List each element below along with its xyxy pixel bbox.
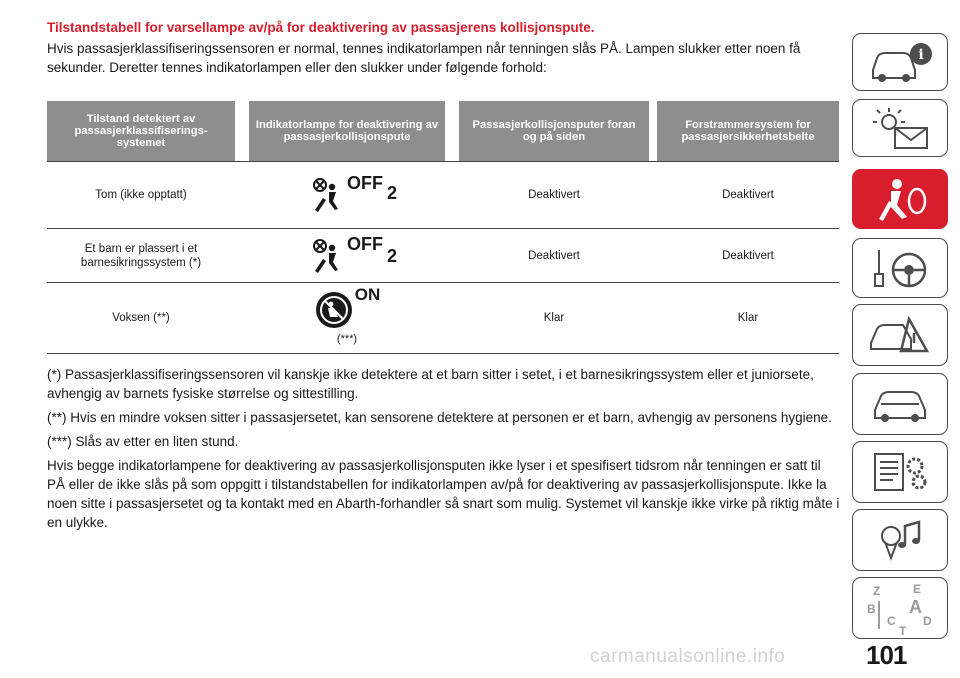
- row-airbags: Deaktivert: [528, 249, 580, 262]
- row-pretensioner: Deaktivert: [722, 189, 774, 201]
- intro-paragraph: Hvis passasjerklassifiseringssensoren er normal, tennes indikatorlampen når tenningen slås PÅ. Lampen slukker etter noen få sekunder. Deretter tennes indikatorlampen eller den slukker under følgende forhold:: [47, 41, 801, 75]
- tab-emergency[interactable]: [852, 304, 948, 366]
- airbag-on-icon: [314, 285, 381, 330]
- lamp-digit: 2: [387, 246, 398, 266]
- footnote-2: (**) Hvis en mindre voksen sitter i passasjersetet, kan sensorene detektere at personen er et barn, avhengig av personens hygiene.: [47, 410, 832, 425]
- header-indicator-lamp: Indikatorlampe for deaktivering av passasjerkollisjonspute: [249, 101, 445, 161]
- car-breakdown-icon: [865, 311, 935, 359]
- table-row: [47, 161, 839, 229]
- row-airbags: Klar: [543, 312, 565, 324]
- tab-steering[interactable]: [852, 238, 948, 298]
- header-detected-state: Tilstand detektert av passasjerklassifiserings-systemet: [47, 101, 235, 161]
- footnote-1: (*) Passasjerklassifiseringssensoren vil kanskje ikke detektere at et barn sitter i setet, i et barnesikringssystem eller et juniorsete, avhengig av barnets fysiske størrelse og sittestilling.: [47, 367, 814, 401]
- row-pretensioner: Deaktivert: [722, 249, 774, 262]
- lamp-note: (***): [336, 333, 358, 345]
- lamp-digit: 2: [387, 183, 398, 203]
- lamp-on-label: ON: [354, 285, 381, 304]
- steering-wheel-icon: [865, 244, 935, 292]
- row-lamp: [249, 162, 445, 228]
- airbag-off-icon: [311, 173, 383, 214]
- svg-text:A: A: [909, 597, 922, 617]
- row-pretensioner: Klar: [737, 312, 759, 324]
- multimedia-icon: [865, 516, 935, 564]
- row-airbags: Deaktivert: [528, 189, 580, 201]
- svg-text:i: i: [918, 47, 924, 63]
- seat-airbag-icon: [865, 175, 935, 223]
- warning-paragraph: Hvis begge indikatorlampene for deaktivering av passasjerkollisjonsputen ikke lyser i et spesifisert tidsrom når tenningen er satt til PÅ eller de ikke slås på som oppgitt i tilstandstabellen for indikatorlampen av/på for deaktivering av passasjerkollisjonspute. Ikke la noen sitte i passasjersetet og ta kontakt med en Abarth-forhandler så snart som mulig. Systemet vil kanskje ikke virke på riktig måte i en ulykke.: [47, 458, 840, 530]
- row-lamp: [249, 229, 445, 282]
- svg-text:Z: Z: [873, 584, 881, 598]
- page-title: Tilstandstabell for varsellampe av/på for deaktivering av passasjerens kollisjonspute.: [47, 20, 595, 35]
- table-row: [47, 229, 839, 283]
- tab-index[interactable]: [852, 577, 948, 639]
- svg-text:T: T: [899, 624, 907, 635]
- tab-car-info[interactable]: [852, 33, 948, 91]
- car-maintenance-icon: [865, 380, 935, 428]
- row-state: Tom (ikke opptatt): [95, 189, 187, 201]
- car-info-icon: [865, 40, 935, 84]
- airbag-off-icon: [311, 233, 383, 275]
- header-airbags: Passasjerkollisjonsputer foran og på siden: [459, 101, 649, 161]
- lamp-off-label: OFF: [347, 173, 383, 193]
- footnote-3: (***) Slås av etter en liten stund.: [47, 434, 239, 449]
- status-table: [47, 101, 839, 354]
- row-state: Et barn er plassert i et barnesikringssystem (*): [80, 242, 202, 269]
- svg-text:D: D: [923, 614, 932, 628]
- row-lamp: [249, 283, 445, 353]
- header-pretensioner: Forstrammersystem for passasjersikkerhetsbelte: [657, 101, 839, 161]
- table-row: [47, 283, 839, 354]
- tab-warning-lights[interactable]: [852, 99, 948, 157]
- page-number: 101: [866, 640, 907, 670]
- footnotes: [47, 365, 842, 537]
- svg-text:C: C: [887, 614, 896, 628]
- tab-maintenance[interactable]: [852, 373, 948, 435]
- svg-text:E: E: [913, 582, 922, 596]
- index-letters-icon: [863, 581, 937, 635]
- svg-text:B: B: [867, 602, 876, 616]
- lamp-off-label: OFF: [347, 233, 383, 254]
- watermark: carmanualsonline.info: [590, 646, 786, 667]
- tab-safety[interactable]: [852, 169, 948, 229]
- tab-multimedia[interactable]: [852, 509, 948, 571]
- row-state: Voksen (**): [112, 312, 170, 324]
- warning-lights-icon: [865, 104, 935, 152]
- table-header: [47, 101, 839, 161]
- tab-specifications[interactable]: [852, 441, 948, 503]
- specs-gears-icon: [865, 448, 935, 496]
